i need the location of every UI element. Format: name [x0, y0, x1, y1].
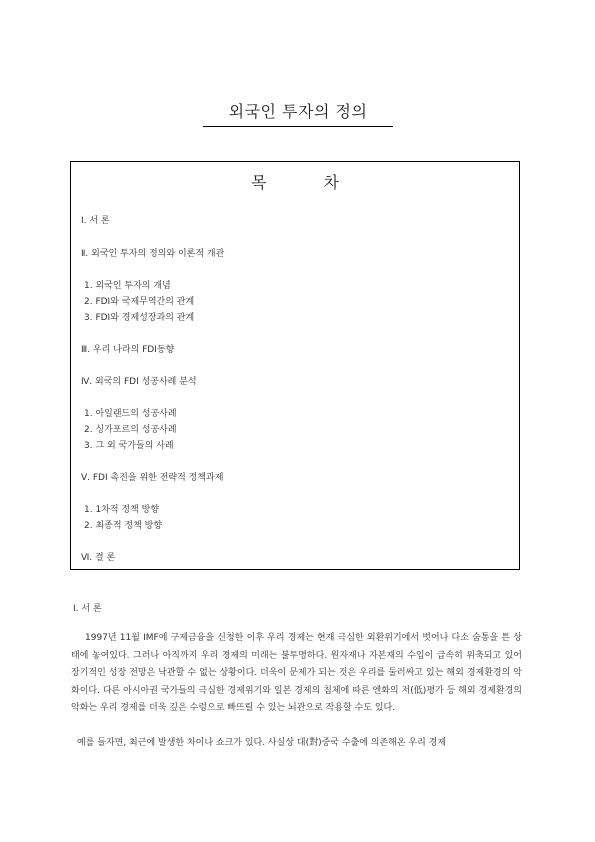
body-paragraph: 1997년 11월 IMF에 구제금융을 신청한 이후 우리 경제는 현재 극심한 외환위기에서 벗어나 다소 숨통을 튼 상태에 놓여있다. 그러나 아직까지 우리 경제의 미래는 불투명하다. 원자재나 자본재의 수입이 급속히 위축되고 있어 장기적인 성장 전망은 낙관할 수 없는 상황이다. 더욱이 문제가 되는 것은 우리를 둘러싸고 있는 해외 경제환경의 악화이다. 다른 아시아권 국가들의 극심한 경제위기와 일본 경제의 침체에 따른 엔화의 저(低)평가 등 해외 경제환경의 악화는 우리 경제를 더욱 깊은 수렁으로 빠뜨릴 수 있는 뇌관으로 작용할 수도 있다.	[71, 633, 522, 714]
toc-heading: 목 차	[251, 173, 365, 192]
toc-section-5: Ⅴ. FDI 촉진을 위한 전략적 정책과제	[81, 473, 224, 483]
table-of-contents-box	[70, 161, 520, 570]
toc-section-6: Ⅵ. 결 론	[81, 553, 116, 563]
toc-section-4: Ⅳ. 외국의 FDI 성공사례 분석	[81, 377, 197, 387]
title-underline	[203, 126, 393, 127]
toc-section-1: Ⅰ. 서 론	[81, 216, 110, 226]
toc-section-3: Ⅲ. 우리 나라의 FDI동향	[81, 345, 175, 355]
toc-sub-4-2: 2. 싱가포르의 성공사례	[84, 425, 177, 435]
toc-sub-5-1: 1. 1차적 정책 방향	[84, 505, 160, 515]
toc-sub-5-2: 2. 최종적 정책 방향	[84, 521, 163, 531]
toc-sub-4-3: 3. 그 외 국가들의 사례	[84, 441, 174, 451]
toc-sub-2-3: 3. FDI와 경제성장과의 관계	[84, 313, 195, 323]
document-title: 외국인 투자의 정의	[228, 102, 368, 121]
toc-sub-2-2: 2. FDI와 국제무역간의 관계	[84, 297, 195, 307]
body-paragraph: 예를 들자면, 최근에 발생한 차이나 쇼크가 있다. 사실상 대(對)중국 수출에 의존해온 우리 경제	[77, 738, 447, 748]
toc-section-2: Ⅱ. 외국인 투자의 정의와 이론적 개관	[81, 249, 225, 259]
toc-sub-4-1: 1. 아일랜드의 성공사례	[84, 409, 177, 419]
section-heading-introduction: Ⅰ. 서 론	[73, 604, 102, 614]
toc-sub-2-1: 1. 외국인 투자의 개념	[84, 281, 171, 291]
